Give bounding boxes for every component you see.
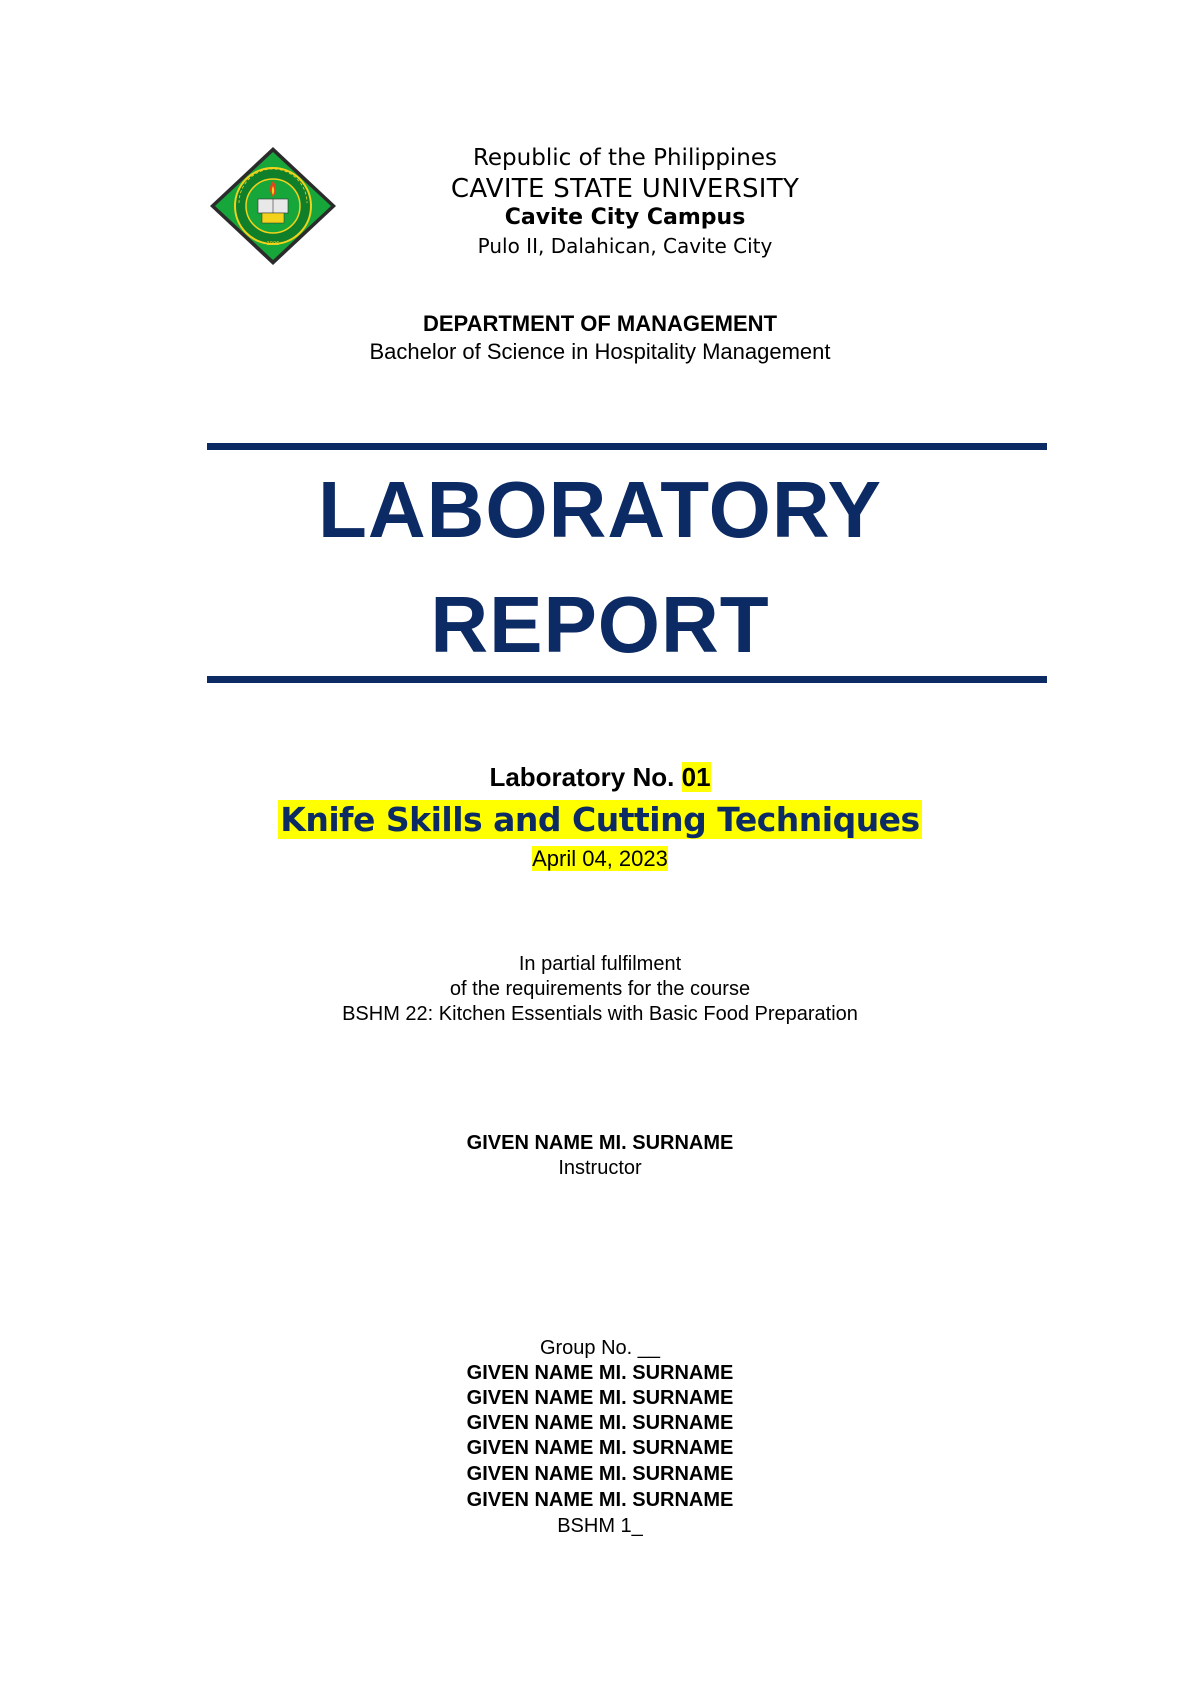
seal-year-text: 1906 [266,241,280,247]
university-seal-logo [208,145,338,267]
university-name: CAVITE STATE UNIVERSITY [450,174,800,204]
fulfilment-line-1: In partial fulfilment [518,953,682,975]
group-member-name: GIVEN NAME MI. SURNAME [466,1387,734,1409]
instructor-role: Instructor [558,1157,642,1179]
laboratory-number-value: 01 [681,762,711,792]
laboratory-topic-line [0,800,1200,839]
program-name: Bachelor of Science in Hospitality Management [369,339,831,364]
group-member-name: GIVEN NAME MI. SURNAME [466,1489,734,1511]
laboratory-date-line [0,846,1200,872]
campus-name: Cavite City Campus [504,205,746,230]
bottom-divider-rule [207,676,1047,683]
fulfilment-line-2: of the requirements for the course [449,978,751,1000]
laboratory-number-label: Laboratory No. [489,762,675,792]
course-name: BSHM 22: Kitchen Essentials with Basic Food Preparation [342,1003,858,1025]
group-member-name: GIVEN NAME MI. SURNAME [466,1437,734,1459]
laboratory-date: April 04, 2023 [532,846,668,871]
group-member-name: GIVEN NAME MI. SURNAME [466,1362,734,1384]
report-title-line2: REPORT [430,580,770,669]
republic-heading: Republic of the Philippines [472,145,778,171]
report-title-line1: LABORATORY [317,465,883,554]
laboratory-topic: Knife Skills and Cutting Techniques [280,800,920,839]
top-divider-rule [207,443,1047,450]
laboratory-number-line [0,762,1200,793]
instructor-name: GIVEN NAME MI. SURNAME [466,1132,734,1154]
group-number: Group No. __ [539,1337,661,1359]
section-label: BSHM 1_ [557,1515,643,1537]
campus-address: Pulo II, Dalahican, Cavite City [477,234,773,258]
department-name: DEPARTMENT OF MANAGEMENT [422,311,778,336]
group-member-name: GIVEN NAME MI. SURNAME [466,1412,734,1434]
group-member-name: GIVEN NAME MI. SURNAME [466,1463,734,1485]
